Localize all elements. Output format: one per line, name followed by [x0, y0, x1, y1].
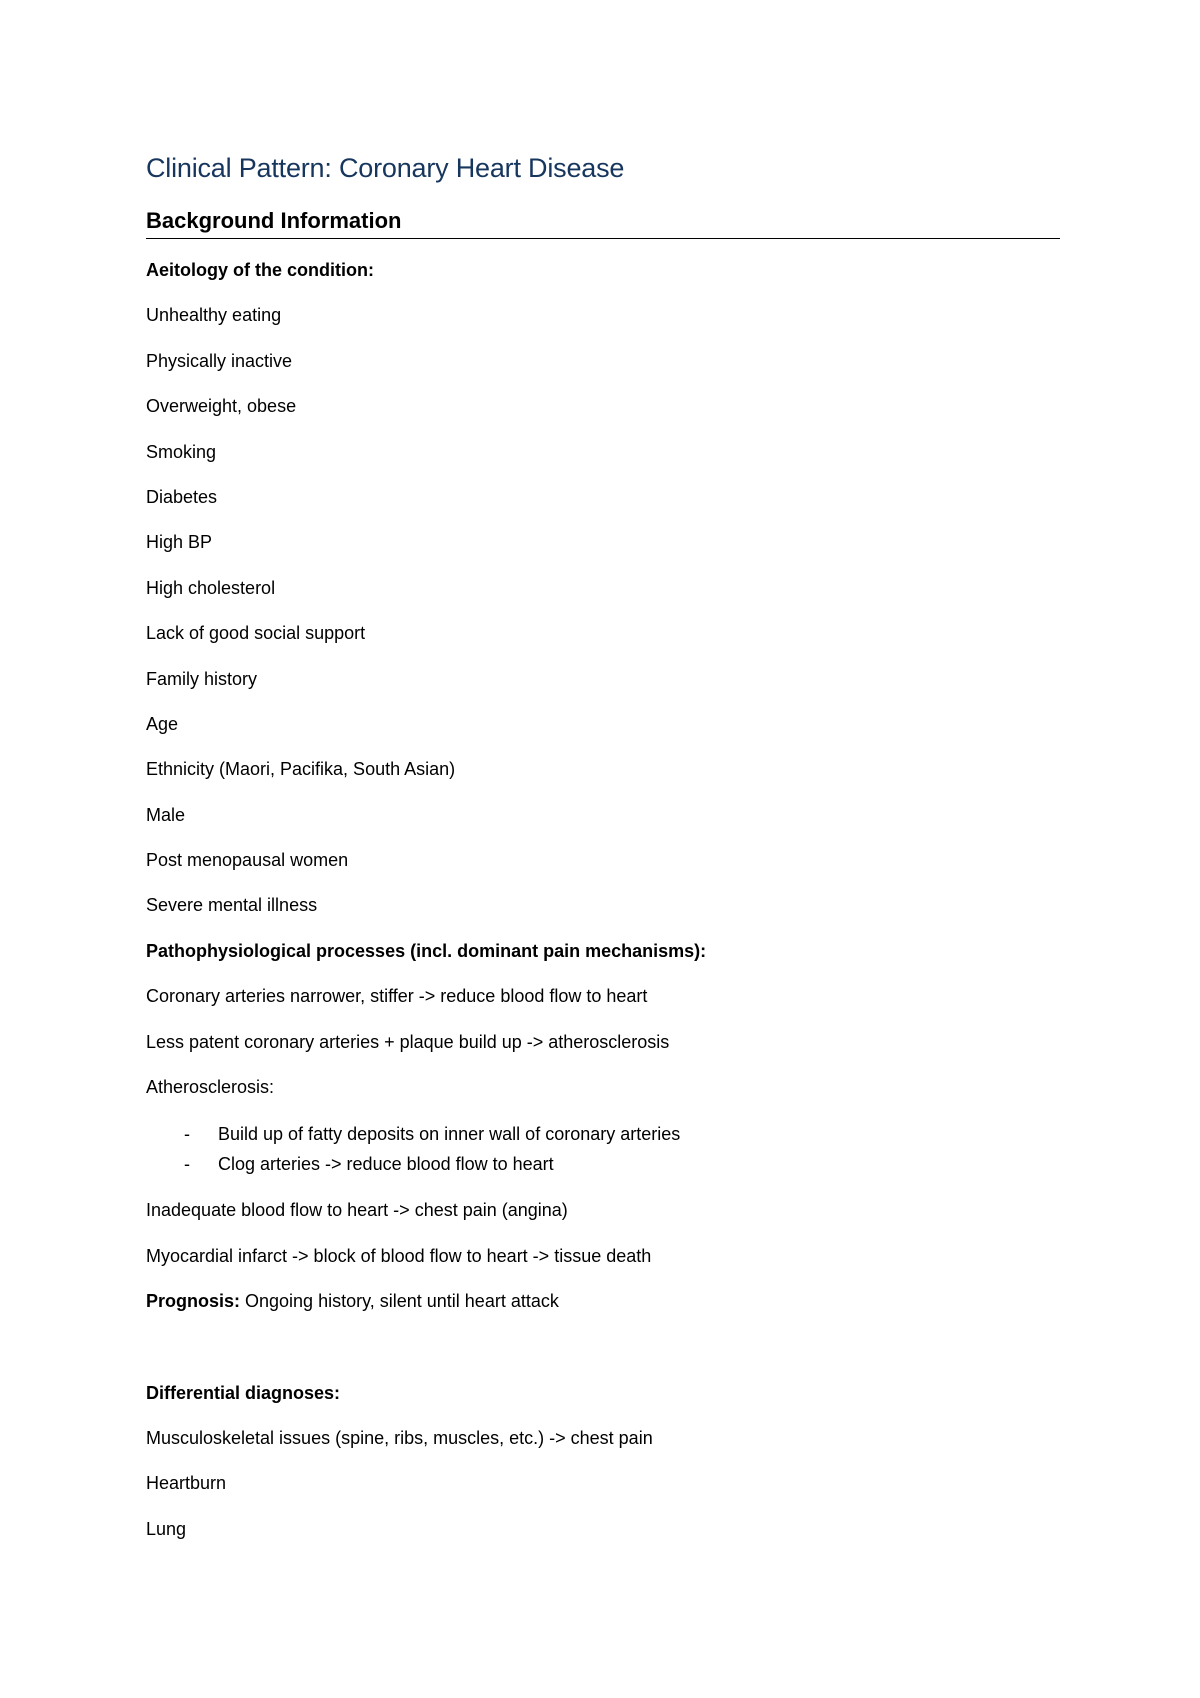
differential-item: Lung [146, 1518, 187, 1539]
aetiology-item: Family history [146, 668, 258, 689]
list-item [146, 1119, 1060, 1149]
pathophysiology-block [146, 938, 1060, 1315]
aetiology-item: Smoking [146, 441, 217, 462]
document-title: Clinical Pattern: Coronary Heart Disease [146, 153, 625, 183]
list-item-text: Build up of fatty deposits on inner wall of coronary arteries [218, 1124, 681, 1145]
spacer [146, 1334, 1060, 1380]
aetiology-item: High BP [146, 532, 213, 553]
differential-item: Musculoskeletal issues (spine, ribs, muscles, etc.) -> chest pain [146, 1427, 653, 1448]
aetiology-item: Ethnicity (Maori, Pacifika, South Asian) [146, 759, 456, 780]
aetiology-item: Diabetes [146, 486, 218, 507]
dash-bullet: - [184, 1124, 190, 1145]
pathophysiology-line: Coronary arteries narrower, stiffer -> reduce blood flow to heart [146, 986, 648, 1007]
aetiology-item: High cholesterol [146, 577, 276, 598]
aetiology-item: Overweight, obese [146, 396, 297, 417]
prognosis-text: Ongoing history, silent until heart attack [240, 1291, 559, 1312]
aetiology-block [146, 257, 1060, 919]
differential-block [146, 1380, 1060, 1543]
aetiology-item: Physically inactive [146, 350, 293, 371]
aetiology-item: Lack of good social support [146, 623, 366, 644]
prognosis-label: Prognosis: [146, 1291, 241, 1312]
aetiology-item: Male [146, 804, 186, 825]
differential-label: Differential diagnoses: [146, 1382, 341, 1403]
dash-bullet: - [184, 1154, 190, 1175]
differential-item: Heartburn [146, 1473, 227, 1494]
prognosis-line [146, 1288, 1060, 1315]
pathophysiology-line: Less patent coronary arteries + plaque build up -> atherosclerosis [146, 1031, 670, 1052]
pathophysiology-label: Pathophysiological processes (incl. dominant pain mechanisms): [146, 940, 707, 961]
atherosclerosis-list [146, 1119, 1060, 1179]
list-item [146, 1149, 1060, 1179]
document-page [146, 148, 1060, 1561]
section-heading-background: Background Information [146, 206, 1060, 239]
pathophysiology-line: Atherosclerosis: [146, 1077, 275, 1098]
pathophysiology-line: Myocardial infarct -> block of blood flow to heart -> tissue death [146, 1245, 652, 1266]
aetiology-item: Age [146, 713, 179, 734]
aetiology-label: Aeitology of the condition: [146, 260, 374, 280]
aetiology-item: Severe mental illness [146, 895, 318, 916]
aetiology-item: Unhealthy eating [146, 305, 282, 326]
aetiology-item: Post menopausal women [146, 850, 349, 871]
list-item-text: Clog arteries -> reduce blood flow to heart [218, 1154, 554, 1175]
pathophysiology-line: Inadequate blood flow to heart -> chest pain (angina) [146, 1200, 568, 1221]
